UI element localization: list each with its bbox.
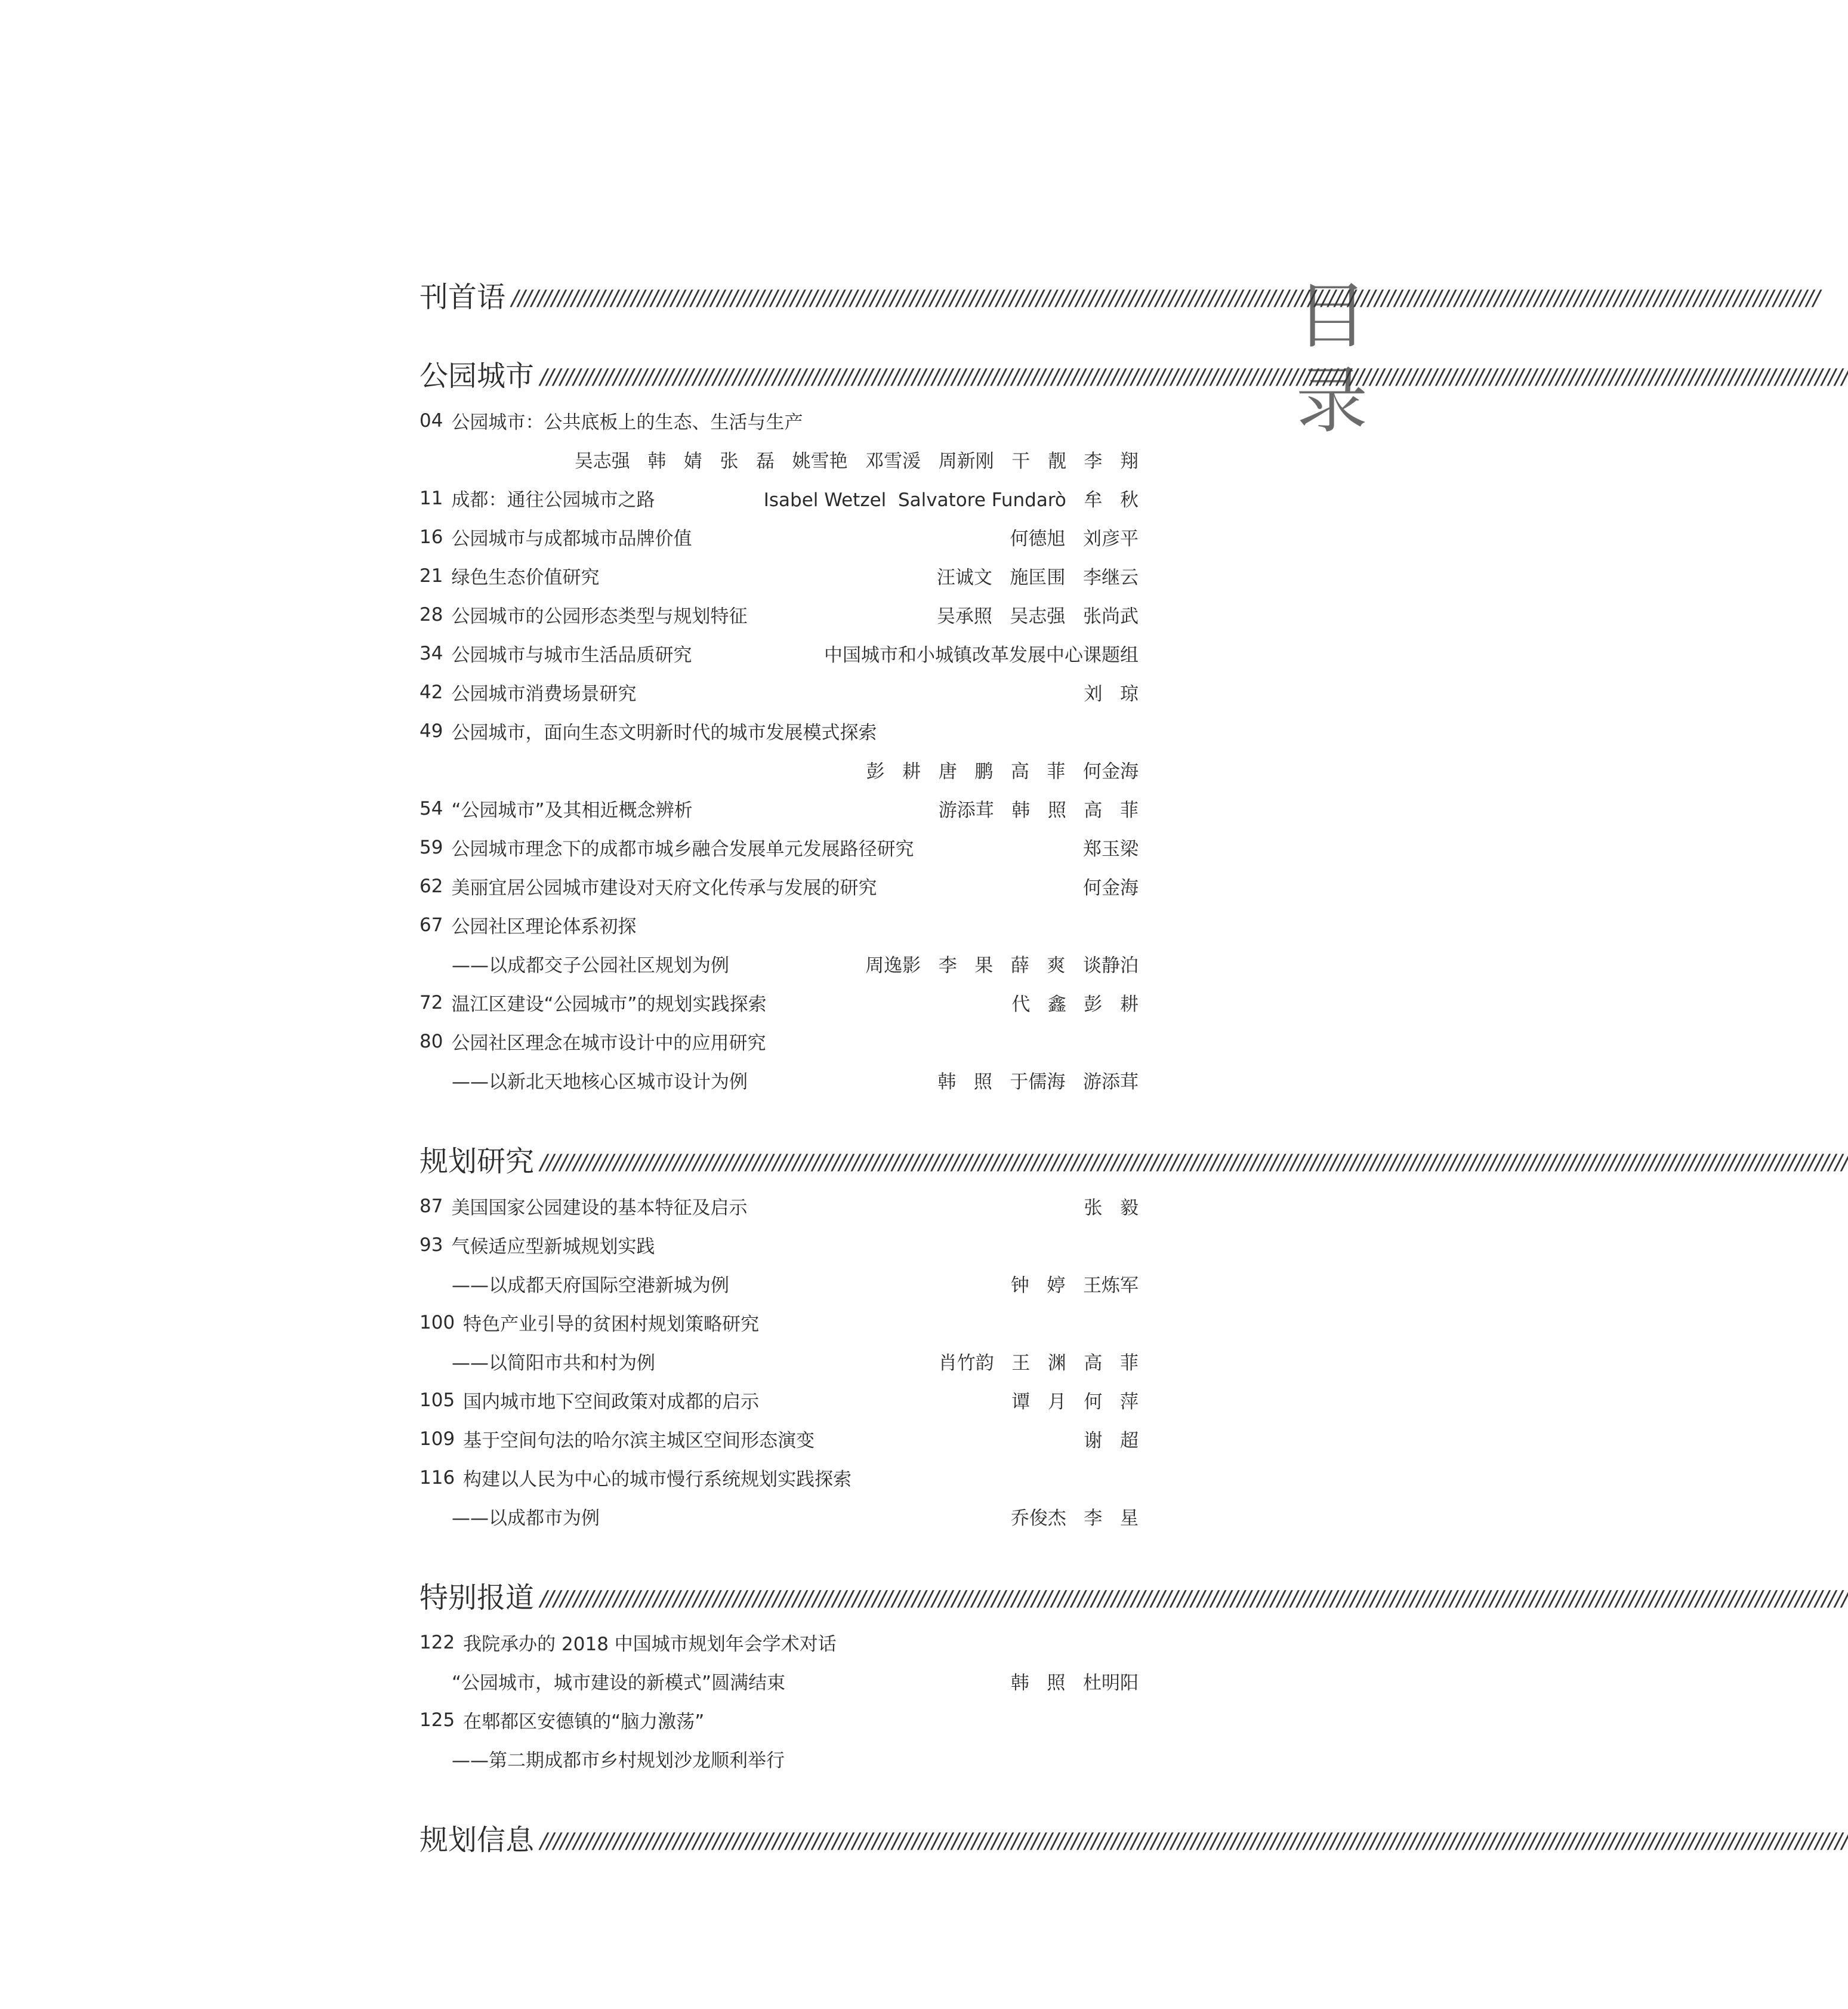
page-number: 125	[419, 1709, 455, 1731]
article-authors: 郑玉梁	[1083, 839, 1139, 860]
page-number: 93	[419, 1234, 443, 1256]
article-title: 在郫都区安德镇的“脑力激荡”	[463, 1711, 705, 1733]
section-rule: /////////////////////////////////////////////////////////////////////////////////////////////////////////////////////////////////////////////////////////////////////////////////////////////////////	[540, 365, 1848, 389]
article-authors: 乔俊杰 李 星	[1010, 1508, 1139, 1529]
toc-entry[interactable]	[419, 944, 1139, 983]
article-authors: 刘 琼	[1084, 683, 1139, 705]
section-title: 规划研究	[419, 1145, 535, 1178]
page-number: 116	[419, 1466, 455, 1489]
page-number: 87	[419, 1195, 443, 1217]
toc-entry[interactable]	[419, 905, 1139, 944]
article-title: 构建以人民为中心的城市慢行系统规划实践探索	[463, 1469, 852, 1490]
article-authors: 韩 照 于儒海 游添茸	[937, 1071, 1139, 1093]
article-authors: 谢 超	[1084, 1430, 1139, 1452]
article-authors: 汪诚文 施匡围 李继云	[936, 567, 1139, 588]
article-title: ——以成都市为例	[452, 1508, 600, 1529]
article-authors: 张 毅	[1084, 1197, 1139, 1219]
article-authors: 代 鑫 彭 耕	[1011, 994, 1139, 1015]
page-number: 100	[419, 1311, 455, 1333]
section-rule: /////////////////////////////////////////////////////////////////////////////////////////////////////////////////////////////////////////////////////////////////////////////////////////////////////	[540, 1150, 1848, 1175]
article-authors: 肖竹韵 王 渊 高 菲	[938, 1352, 1139, 1374]
section-title: 公园城市	[419, 359, 535, 393]
page-number: 16	[419, 526, 443, 548]
page-number: 49	[419, 720, 443, 742]
page-number: 59	[419, 836, 443, 858]
section-header	[419, 276, 1820, 314]
toc-entry[interactable]	[419, 750, 1139, 789]
article-title: 我院承办的 2018 中国城市规划年会学术对话	[463, 1634, 837, 1655]
article-title: 绿色生态价值研究	[451, 567, 600, 588]
article-title: ——以新北天地核心区城市设计为例	[452, 1071, 748, 1093]
article-authors: 游添茸 韩 照 高 菲	[938, 800, 1139, 821]
article-title: 公园城市：公共底板上的生态、生活与生产	[451, 412, 803, 433]
toc-entry[interactable]	[419, 1419, 1139, 1458]
article-title: 气候适应型新城规划实践	[451, 1236, 655, 1258]
toc-entry[interactable]	[419, 867, 1139, 905]
section-header	[419, 1140, 1848, 1178]
page-number: 122	[419, 1631, 455, 1653]
toc-entry[interactable]	[419, 1061, 1139, 1099]
toc-entry[interactable]	[419, 479, 1139, 517]
article-authors: 中国城市和小城镇改革发展中心课题组	[824, 645, 1139, 666]
article-authors: 韩 照 杜明阳	[1010, 1672, 1139, 1694]
section-header	[419, 1576, 1848, 1614]
page-number: 72	[419, 991, 443, 1013]
toc-entry[interactable]	[419, 1381, 1139, 1419]
toc-entry[interactable]	[419, 789, 1139, 828]
article-authors: 吴志强 韩 婧 张 磊 姚雪艳 邓雪湲 周新刚 干 靓 李 翔	[574, 451, 1139, 472]
article-title: 公园社区理念在城市设计中的应用研究	[451, 1033, 766, 1054]
contents-char-2: 录	[1296, 360, 1368, 443]
toc-entry[interactable]	[419, 556, 1139, 595]
page-number: 54	[419, 797, 443, 819]
article-title: “公园城市”及其相近概念辨析	[451, 800, 693, 821]
section-title: 规划信息	[419, 1823, 535, 1857]
article-authors: 何金海	[1083, 877, 1139, 899]
toc-entry[interactable]	[419, 1662, 1139, 1700]
toc-entry[interactable]	[419, 595, 1139, 634]
article-title: 公园城市理念下的成都市城乡融合发展单元发展路径研究	[451, 839, 914, 860]
toc-entry[interactable]	[419, 711, 1139, 750]
article-title: 公园城市消费场景研究	[451, 683, 637, 705]
page-number: 67	[419, 914, 443, 936]
section-rule: /////////////////////////////////////////////////////////////////////////////////////////////////////////////////////////////////////////////////////////////////////////////////////////////////////	[540, 1586, 1848, 1611]
toc-entry[interactable]	[419, 1022, 1139, 1061]
toc-entry[interactable]	[419, 828, 1139, 867]
page-number: 80	[419, 1030, 443, 1052]
article-title: ——第二期成都市乡村规划沙龙顺利举行	[452, 1750, 785, 1771]
article-authors: 谭 月 何 萍	[1011, 1391, 1139, 1413]
article-authors: 周逸影 李 果 薛 爽 谈静泊	[865, 955, 1139, 976]
article-authors: 何德旭 刘彦平	[1010, 528, 1139, 550]
toc-entry[interactable]	[419, 1700, 1139, 1739]
article-title: 美丽宜居公园城市建设对天府文化传承与发展的研究	[451, 877, 877, 899]
page-number: 21	[419, 565, 443, 587]
toc-entry[interactable]	[419, 673, 1139, 711]
article-authors: 钟 婷 王炼军	[1010, 1275, 1139, 1296]
toc-entry[interactable]	[419, 517, 1139, 556]
page-number: 28	[419, 603, 443, 625]
toc-entry[interactable]	[419, 1264, 1139, 1303]
article-title: ——以成都天府国际空港新城为例	[452, 1275, 729, 1296]
toc-entry[interactable]	[419, 1739, 1139, 1778]
toc-entry[interactable]	[419, 1458, 1139, 1497]
page-number: 11	[419, 487, 443, 509]
toc-entry[interactable]	[419, 1497, 1139, 1536]
page-number: 04	[419, 409, 443, 432]
article-title: ——以成都交子公园社区规划为例	[452, 955, 729, 976]
toc-entry[interactable]	[419, 1342, 1139, 1381]
article-title: 成都：通往公园城市之路	[451, 489, 655, 511]
article-title: 温江区建设“公园城市”的规划实践探索	[451, 994, 767, 1015]
page-number: 109	[419, 1428, 455, 1450]
toc-entry[interactable]	[419, 1623, 1139, 1662]
article-title: 公园社区理论体系初探	[451, 916, 637, 938]
toc-entry[interactable]	[419, 440, 1139, 479]
table-of-contents	[419, 276, 1848, 1865]
page-number: 34	[419, 642, 443, 664]
article-title: 国内城市地下空间政策对成都的启示	[463, 1391, 760, 1413]
section-header	[419, 1819, 1848, 1857]
article-authors: 彭 耕 唐 鹏 高 菲 何金海	[866, 761, 1139, 782]
toc-entry[interactable]	[419, 1225, 1139, 1264]
section-title: 特别报道	[419, 1581, 535, 1614]
toc-entry[interactable]	[419, 634, 1139, 673]
article-title: 公园城市的公园形态类型与规划特征	[451, 606, 748, 627]
article-authors: 吴承照 吴志强 张尚武	[936, 606, 1139, 627]
toc-entry[interactable]	[419, 1303, 1139, 1342]
article-title: 美国国家公园建设的基本特征及启示	[451, 1197, 748, 1219]
page-number: 42	[419, 681, 443, 703]
toc-entry[interactable]	[419, 1187, 1139, 1225]
article-title: 公园城市，面向生态文明新时代的城市发展模式探索	[451, 722, 877, 744]
contents-char-1: 目	[1296, 275, 1368, 358]
section-title: 刊首语	[419, 281, 506, 314]
article-title: 基于空间句法的哈尔滨主城区空间形态演变	[463, 1430, 815, 1452]
page-number: 105	[419, 1389, 455, 1411]
article-authors: Isabel Wetzel Salvatore Fundarò 牟 秋	[763, 489, 1139, 511]
toc-entry[interactable]	[419, 401, 1139, 440]
article-title: ——以简阳市共和村为例	[452, 1352, 655, 1374]
section-rule: /////////////////////////////////////////////////////////////////////////////////////////////////////////////////////////////////////////////////////////////////////////////////////////////////////	[540, 1829, 1848, 1853]
article-title: 特色产业引导的贫困村规划策略研究	[463, 1314, 760, 1335]
section-header	[419, 355, 1848, 393]
article-title: 公园城市与成都城市品牌价值	[451, 528, 692, 550]
article-title: “公园城市，城市建设的新模式”圆满结束	[452, 1672, 786, 1694]
article-title: 公园城市与城市生活品质研究	[451, 645, 692, 666]
toc-entry[interactable]	[419, 983, 1139, 1022]
page-number: 62	[419, 875, 443, 897]
section-rule: /////////////////////////////////////////////////////////////////////////////////////////////////////////////////////////////////////////////////////////////////////////////////////////////////////	[511, 286, 1820, 310]
